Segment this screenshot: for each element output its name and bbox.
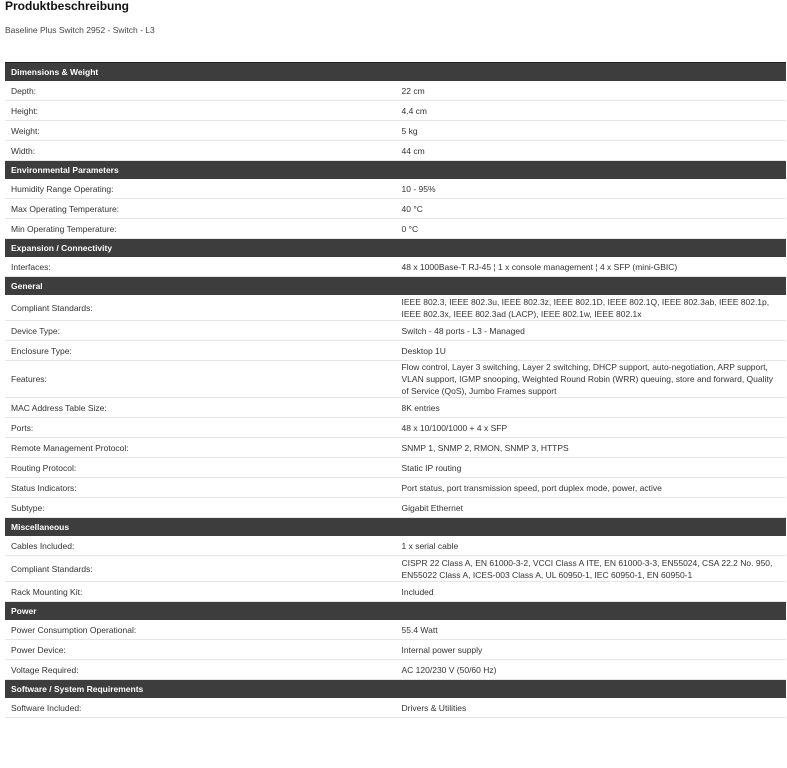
- spec-label: Max Operating Temperature:: [5, 199, 396, 219]
- section-title: Power: [5, 602, 786, 621]
- spec-row: [5, 199, 786, 219]
- spec-row: [5, 458, 786, 478]
- spec-value: Switch - 48 ports - L3 - Managed: [396, 321, 787, 341]
- spec-label: Depth:: [5, 81, 396, 101]
- spec-label: Compliant Standards:: [5, 556, 396, 582]
- spec-row: [5, 556, 786, 582]
- spec-label: MAC Address Table Size:: [5, 398, 396, 418]
- section-header-dimensions: [5, 63, 786, 82]
- section-title: Miscellaneous: [5, 518, 786, 537]
- spec-value: 48 x 1000Base-T RJ-45 ¦ 1 x console management ¦ 4 x SFP (mini-GBIC): [396, 257, 787, 277]
- spec-value: CISPR 22 Class A, EN 61000-3-2, VCCI Class A ITE, EN 61000-3-3, EN55024, CSA 22.2 No. 950, EN55022 Class A, ICES-003 Class A, UL 60950-1, IEC 60950-1, EN 60950-1: [396, 556, 787, 582]
- spec-value: 44 cm: [396, 141, 787, 161]
- spec-value: IEEE 802.3, IEEE 802.3u, IEEE 802.3z, IEEE 802.1D, IEEE 802.1Q, IEEE 802.3ab, IEEE 802.1p, IEEE 802.3x, IEEE 802.3ad (LACP), IEEE 802.1w, IEEE 802.1x: [396, 295, 787, 321]
- section-header-software: [5, 680, 786, 699]
- spec-value: Gigabit Ethernet: [396, 498, 787, 518]
- spec-row: [5, 536, 786, 556]
- section-header-miscellaneous: [5, 518, 786, 537]
- spec-label: Power Device:: [5, 640, 396, 660]
- spec-value: Static IP routing: [396, 458, 787, 478]
- spec-label: Weight:: [5, 121, 396, 141]
- spec-row: [5, 418, 786, 438]
- spec-label: Enclosure Type:: [5, 341, 396, 361]
- spec-label: Software Included:: [5, 698, 396, 718]
- spec-value: Internal power supply: [396, 640, 787, 660]
- spec-row: [5, 121, 786, 141]
- spec-label: Humidity Range Operating:: [5, 179, 396, 199]
- spec-row: [5, 101, 786, 121]
- spec-row: [5, 81, 786, 101]
- spec-value: 8K entries: [396, 398, 787, 418]
- spec-label: Interfaces:: [5, 257, 396, 277]
- spec-value: SNMP 1, SNMP 2, RMON, SNMP 3, HTTPS: [396, 438, 787, 458]
- spec-value: Drivers & Utilities: [396, 698, 787, 718]
- spec-row: [5, 698, 786, 718]
- product-subtitle: Baseline Plus Switch 2952 - Switch - L3: [5, 25, 155, 35]
- spec-label: Min Operating Temperature:: [5, 219, 396, 239]
- spec-value: 22 cm: [396, 81, 787, 101]
- spec-row: [5, 341, 786, 361]
- spec-label: Width:: [5, 141, 396, 161]
- spec-value: Included: [396, 582, 787, 602]
- spec-label: Subtype:: [5, 498, 396, 518]
- spec-row: [5, 660, 786, 680]
- spec-value: 4.4 cm: [396, 101, 787, 121]
- spec-row: [5, 141, 786, 161]
- section-header-power: [5, 602, 786, 621]
- spec-row: [5, 295, 786, 321]
- spec-label: Remote Management Protocol:: [5, 438, 396, 458]
- spec-label: Height:: [5, 101, 396, 121]
- spec-label: Cables Included:: [5, 536, 396, 556]
- spec-value: Desktop 1U: [396, 341, 787, 361]
- spec-label: Device Type:: [5, 321, 396, 341]
- spec-row: [5, 438, 786, 458]
- section-title: Dimensions & Weight: [5, 63, 786, 82]
- section-title: General: [5, 277, 786, 296]
- spec-label: Routing Protocol:: [5, 458, 396, 478]
- spec-row: [5, 179, 786, 199]
- section-header-expansion: [5, 239, 786, 258]
- spec-value: 10 - 95%: [396, 179, 787, 199]
- spec-row: [5, 640, 786, 660]
- section-title: Software / System Requirements: [5, 680, 786, 699]
- spec-table: [5, 62, 786, 718]
- spec-value: Flow control, Layer 3 switching, Layer 2 switching, DHCP support, auto-negotiation, ARP support, VLAN support, IGMP snooping, Weighted Round Robin (WRR) queuing, store and forward, Quality of Service (QoS), Jumbo Frames support: [396, 361, 787, 398]
- spec-label: Voltage Required:: [5, 660, 396, 680]
- spec-row: [5, 361, 786, 398]
- spec-row: [5, 478, 786, 498]
- spec-value: 0 °C: [396, 219, 787, 239]
- spec-label: Compliant Standards:: [5, 295, 396, 321]
- spec-row: [5, 257, 786, 277]
- spec-value: 40 °C: [396, 199, 787, 219]
- section-title: Expansion / Connectivity: [5, 239, 786, 258]
- section-header-environmental: [5, 161, 786, 180]
- spec-row: [5, 398, 786, 418]
- spec-value: 1 x serial cable: [396, 536, 787, 556]
- spec-value: AC 120/230 V (50/60 Hz): [396, 660, 787, 680]
- spec-label: Rack Mounting Kit:: [5, 582, 396, 602]
- spec-value: 55.4 Watt: [396, 620, 787, 640]
- spec-label: Ports:: [5, 418, 396, 438]
- spec-row: [5, 219, 786, 239]
- spec-value: Port status, port transmission speed, port duplex mode, power, active: [396, 478, 787, 498]
- spec-value: 48 x 10/100/1000 + 4 x SFP: [396, 418, 787, 438]
- spec-row: [5, 620, 786, 640]
- spec-row: [5, 498, 786, 518]
- spec-value: 5 kg: [396, 121, 787, 141]
- page-title: Produktbeschreibung: [5, 0, 130, 13]
- spec-row: [5, 321, 786, 341]
- section-title: Environmental Parameters: [5, 161, 786, 180]
- spec-row: [5, 582, 786, 602]
- section-header-general: [5, 277, 786, 296]
- spec-label: Status Indicators:: [5, 478, 396, 498]
- spec-label: Power Consumption Operational:: [5, 620, 396, 640]
- spec-label: Features:: [5, 361, 396, 398]
